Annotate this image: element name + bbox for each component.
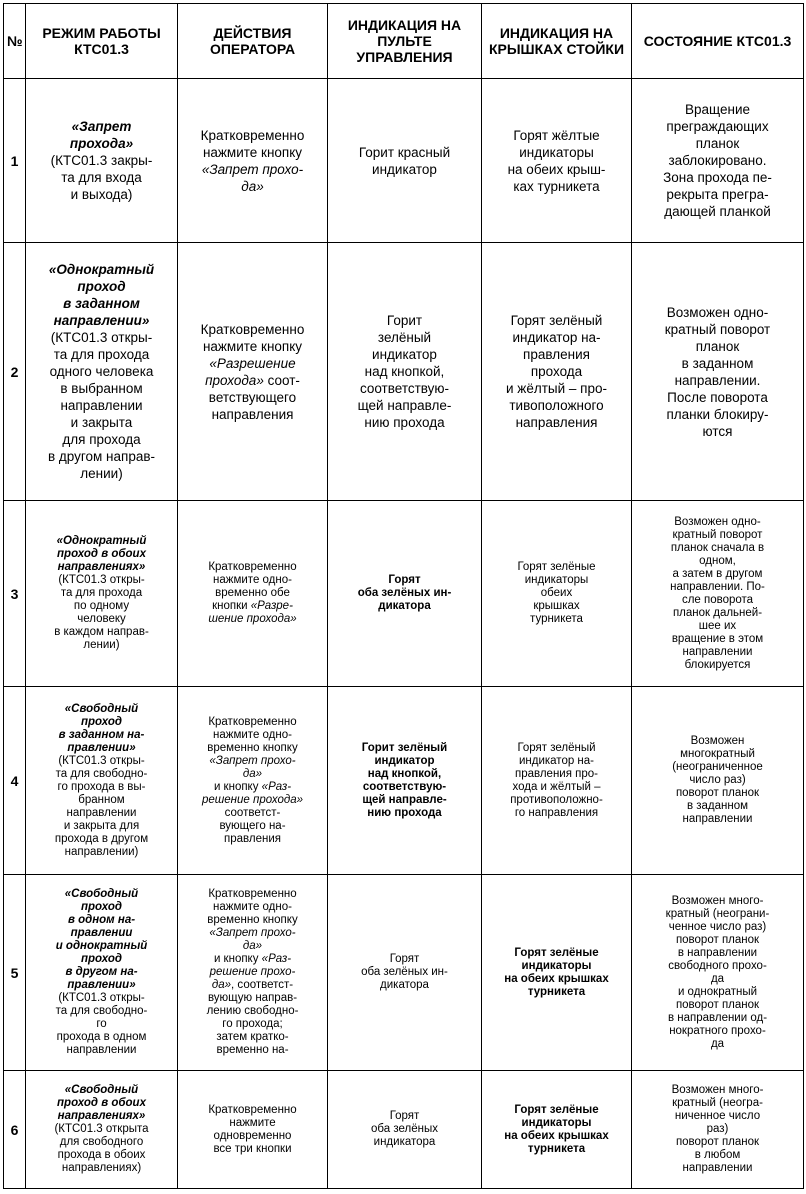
cell-mode — [26, 501, 178, 687]
cell-line: кнопки «Разре- — [212, 600, 293, 612]
cell-line: Горит — [386, 313, 423, 328]
cell-line: индикаторы — [519, 144, 594, 160]
cell-line: на обеих крышках — [504, 972, 609, 985]
cell-line: правлении — [70, 927, 133, 939]
cell-line: в заданном — [63, 296, 140, 311]
cell-line: на обеих крышках — [504, 1129, 609, 1142]
cell-line: та для входа — [61, 170, 142, 185]
cell-line: обеих — [540, 587, 573, 599]
cell-line: оба зелёных ин- — [357, 587, 452, 599]
cell-line: ках турникета — [513, 178, 600, 194]
cell-line: Возможен — [690, 735, 745, 747]
cell-line: Горят зелёные — [514, 1103, 599, 1116]
cell-state — [632, 243, 804, 501]
cell-line: Горят зелёный — [510, 313, 603, 328]
cell-actions — [178, 875, 328, 1071]
cell-line: Горят зелёные — [517, 561, 596, 573]
cell-line: прохода» — [69, 136, 134, 151]
cell-line: та для прохода — [60, 587, 143, 599]
cell-line: проход — [80, 715, 123, 728]
cell-line: Возможен одно- — [674, 515, 761, 528]
table-row — [4, 875, 804, 1071]
cell-line: правления — [523, 347, 590, 362]
cell-line: дикатора — [380, 979, 429, 991]
cell-line: и выхода) — [70, 187, 133, 202]
cell-line: лении) — [83, 639, 120, 651]
cell-line: а затем в другом — [672, 567, 763, 580]
cell-line: прохода» соот- — [205, 372, 300, 388]
cell-line: одновременно — [213, 1129, 292, 1142]
cell-line: поворот планок — [675, 933, 760, 946]
header-covers: ИНДИКАЦИЯ НА КРЫШКАХ СТОЙКИ — [482, 4, 632, 79]
cell-line: затем кратко- — [216, 1031, 289, 1043]
cell-line: та для свободно- — [55, 767, 148, 780]
cell-line: одного человека — [49, 364, 154, 379]
cell-line: «Однократный — [48, 262, 155, 277]
cell-line: поворот планок — [675, 1136, 760, 1148]
cell-line: «Запрет прохо- — [209, 927, 296, 939]
cell-line: Горит красный — [358, 144, 451, 160]
cell-line: тивоположного — [509, 398, 604, 413]
cell-line: нажмите кнопку — [202, 144, 303, 160]
cell-line: да» — [242, 767, 263, 780]
cell-line: турникета — [527, 1142, 586, 1155]
cell-mode — [26, 79, 178, 243]
cell-line: кратный поворот — [672, 528, 763, 541]
cell-line: заблокировано. — [668, 153, 767, 168]
cell-line: прохода в одном — [56, 1031, 147, 1043]
cell-line: направлениях) — [61, 1162, 142, 1174]
cell-line: Кратковременно — [200, 321, 305, 337]
cell-line: Горит зелёный — [361, 741, 448, 754]
cell-line: направлении — [60, 398, 143, 413]
cell-line: и жёлтый – про- — [506, 381, 607, 396]
cell-line: в заданном — [686, 800, 749, 812]
cell-line: Горят жёлтые — [513, 127, 600, 143]
cell-covers — [482, 79, 632, 243]
cell-line: прохода в обоих — [57, 1149, 146, 1161]
cell-line: на обеих крыш- — [507, 161, 606, 177]
cell-line: «Свободный — [64, 702, 139, 715]
table-row — [4, 1071, 804, 1189]
cell-line: (КТС01.3 откры- — [58, 992, 145, 1004]
cell-line: шение прохода» — [208, 613, 297, 625]
cell-panel — [328, 1071, 482, 1189]
cell-line: правления про- — [514, 767, 598, 780]
cell-line: Кратковременно — [208, 561, 297, 573]
cell-line: в другом на- — [65, 966, 138, 978]
cell-line: (КТС01.3 закры- — [50, 153, 153, 168]
cell-actions — [178, 1071, 328, 1189]
cell-line: да» — [242, 940, 263, 952]
row-number: 6 — [4, 1071, 26, 1189]
cell-panel — [328, 687, 482, 875]
cell-line: в выбранном — [60, 381, 143, 396]
cell-line: ченное число раз) — [668, 920, 767, 933]
cell-line: планки блокиру- — [666, 406, 769, 422]
cell-state — [632, 687, 804, 875]
cell-line: да» — [241, 178, 264, 194]
cell-line: да — [710, 1037, 725, 1050]
cell-line: для свободного — [59, 1136, 144, 1148]
cell-line: временно обе — [215, 587, 290, 599]
cell-line: дающей планкой — [664, 204, 771, 219]
cell-line: Горят — [389, 953, 420, 965]
cell-line: правлении» — [67, 979, 136, 991]
cell-line: Кратковременно — [208, 1103, 297, 1116]
cell-line: Вращение — [685, 102, 750, 117]
cell-line: индикаторы — [521, 959, 592, 972]
cell-line: направлении» — [53, 313, 150, 328]
cell-line: го прохода в вы- — [57, 780, 146, 793]
cell-line: решение прохо- — [209, 966, 296, 978]
cell-line: многократный — [680, 748, 755, 760]
cell-line: направлении. — [674, 372, 761, 388]
cell-panel — [328, 501, 482, 687]
cell-line: нажмите кнопку — [202, 338, 303, 354]
cell-line: нию прохода — [364, 415, 445, 430]
cell-line: в другом направ- — [47, 449, 156, 464]
cell-line: по одному — [73, 600, 130, 612]
cell-line: раз) — [706, 1123, 729, 1135]
cell-mode — [26, 243, 178, 501]
cell-line: нажмите одно- — [213, 901, 292, 913]
cell-line: направления — [515, 415, 598, 430]
cell-line: хода и жёлтый – — [512, 780, 601, 793]
cell-line: Кратковременно — [208, 715, 297, 728]
cell-line: индикатор на- — [512, 330, 601, 345]
cell-line: направлении. По- — [670, 580, 765, 593]
cell-line: и закрыта для — [63, 819, 140, 832]
cell-line: направлении — [682, 813, 753, 825]
cell-actions — [178, 79, 328, 243]
cell-mode — [26, 1071, 178, 1189]
cell-line: преграждающих — [666, 119, 769, 134]
cell-line: направлениях» — [57, 1110, 146, 1122]
cell-line: Возможен много- — [671, 1084, 764, 1096]
cell-line: и закрыта — [70, 415, 133, 430]
cell-line: бранном — [78, 793, 125, 806]
cell-line: та для прохода — [53, 347, 150, 362]
cell-line: «Свободный — [64, 1084, 139, 1096]
cell-line: (неограниченное — [672, 761, 763, 773]
cell-line: прохода — [530, 364, 583, 379]
cell-line: в любом — [694, 1149, 741, 1161]
cell-line: в одном на- — [67, 914, 136, 926]
cell-line: направлении — [682, 1162, 753, 1174]
cell-line: прохода в другом — [54, 832, 149, 845]
table-row — [4, 79, 804, 243]
cell-line: турникета — [530, 613, 583, 625]
cell-line: го — [96, 1018, 107, 1030]
cell-line: все три кнопки — [213, 1142, 292, 1155]
cell-line: направления — [211, 406, 294, 422]
cell-line: «Запрет прохо- — [209, 754, 296, 767]
cell-line: и однократный — [55, 940, 148, 952]
cell-line: направлении) — [64, 845, 139, 858]
cell-line: кратный (неограни- — [665, 907, 770, 920]
row-number: 2 — [4, 243, 26, 501]
cell-line: проход в обоих — [57, 1097, 146, 1109]
cell-line: Возможен одно- — [666, 304, 769, 320]
cell-line: и кнопку «Раз- — [213, 953, 292, 965]
cell-line: правлении» — [67, 741, 136, 754]
cell-line: противоположно- — [510, 793, 603, 806]
cell-line: шее их — [698, 619, 737, 632]
cell-line: поворот планок — [675, 998, 760, 1011]
cell-line: Кратковременно — [208, 888, 297, 900]
cell-line: направлении — [682, 645, 753, 658]
cell-state — [632, 501, 804, 687]
cell-line: го направления — [514, 806, 599, 819]
cell-line: планок сначала в — [670, 541, 765, 554]
cell-line: соответст- — [224, 806, 281, 819]
cell-covers — [482, 1071, 632, 1189]
cell-line: «Запрет — [71, 119, 132, 134]
cell-line: в направлении од- — [667, 1011, 768, 1024]
cell-line: соответствую- — [359, 381, 450, 396]
cell-line: индикаторы — [521, 1116, 592, 1129]
cell-state — [632, 1071, 804, 1189]
cell-line: вующую направ- — [207, 992, 298, 1004]
cell-line: индикатор — [374, 754, 435, 767]
cell-line: оба зелёных ин- — [361, 966, 448, 978]
table-row — [4, 243, 804, 501]
row-number: 3 — [4, 501, 26, 687]
cell-line: кратный поворот — [664, 321, 771, 337]
cell-line: индикатор — [372, 161, 437, 177]
cell-line: блокируется — [684, 658, 751, 671]
cell-line: сле поворота — [681, 593, 754, 606]
cell-line: одном, — [699, 554, 736, 567]
cell-line: ветствующего — [208, 389, 297, 405]
cell-line: вращение в этом — [671, 632, 764, 645]
table-row — [4, 687, 804, 875]
cell-line: проход в обоих — [57, 548, 146, 560]
cell-actions — [178, 243, 328, 501]
cell-covers — [482, 501, 632, 687]
table-row — [4, 501, 804, 687]
cell-line: та для свободно- — [55, 1005, 148, 1017]
cell-line: да — [710, 972, 725, 985]
operating-modes-table — [3, 3, 804, 1189]
cell-mode — [26, 687, 178, 875]
cell-line: проход — [77, 279, 126, 294]
row-number: 4 — [4, 687, 26, 875]
cell-line: Возможен много- — [671, 894, 764, 907]
cell-line: и кнопку «Раз- — [213, 780, 292, 793]
header-row — [4, 4, 804, 79]
cell-panel — [328, 875, 482, 1071]
cell-mode — [26, 875, 178, 1071]
cell-line: вующего на- — [219, 819, 286, 832]
cell-line: «Однократный — [56, 535, 147, 547]
cell-line: (КТС01.3 откры- — [50, 330, 153, 345]
cell-line: соответствую- — [362, 780, 447, 793]
cell-state — [632, 875, 804, 1071]
cell-line: проход — [80, 953, 123, 965]
header-mode: РЕЖИМ РАБОТЫ КТС01.3 — [26, 4, 178, 79]
cell-line: решение прохода» — [201, 793, 304, 806]
cell-line: индикаторы — [524, 574, 589, 586]
cell-line: временно на- — [216, 1044, 289, 1056]
cell-line: число раз) — [689, 774, 746, 786]
header-panel: ИНДИКАЦИЯ НА ПУЛЬТЕ УПРАВЛЕНИЯ — [328, 4, 482, 79]
cell-line: «Свободный — [64, 888, 139, 900]
cell-line: (КТС01.3 откры- — [58, 754, 145, 767]
cell-line: го прохода; — [222, 1018, 283, 1030]
cell-actions — [178, 687, 328, 875]
cell-line: лении) — [80, 466, 123, 481]
cell-panel — [328, 243, 482, 501]
cell-line: (КТС01.3 открыта — [54, 1123, 149, 1135]
cell-line: нию прохода — [367, 806, 442, 819]
cell-line: Горят — [389, 1110, 420, 1122]
cell-line: направлениях» — [57, 561, 146, 573]
cell-line: «Разрешение — [209, 355, 296, 371]
cell-line: свободного прохо- — [668, 959, 767, 972]
cell-line: оба зелёных — [371, 1123, 438, 1135]
cell-line: направлении — [66, 806, 137, 819]
cell-line: Горят зелёные — [514, 946, 599, 959]
cell-line: проход — [80, 901, 123, 913]
cell-line: и однократный — [677, 985, 758, 998]
header-state: СОСТОЯНИЕ КТС01.3 — [632, 4, 804, 79]
cell-line: нажмите — [229, 1116, 276, 1129]
cell-line: щей направле- — [357, 398, 452, 413]
cell-line: временно кнопку — [207, 741, 298, 754]
cell-line: планок — [695, 338, 740, 354]
row-number: 1 — [4, 79, 26, 243]
cell-covers — [482, 687, 632, 875]
cell-line: зелёный — [377, 330, 432, 345]
cell-line: (КТС01.3 откры- — [58, 574, 145, 586]
cell-line: планок дальней- — [672, 606, 763, 619]
cell-line: в заданном — [681, 355, 754, 371]
cell-line: человеку — [77, 613, 126, 625]
cell-line: ются — [702, 423, 733, 439]
row-number: 5 — [4, 875, 26, 1071]
cell-line: кратный (неогра- — [672, 1097, 763, 1109]
cell-line: над кнопкой, — [367, 767, 442, 780]
cell-line: «Запрет прохо- — [201, 161, 304, 177]
cell-line: Кратковременно — [200, 127, 305, 143]
cell-line: над кнопкой, — [364, 364, 445, 379]
cell-line: планок — [695, 136, 740, 151]
cell-line: индикатор на- — [518, 754, 595, 767]
cell-line: рекрыта прегра- — [666, 187, 769, 202]
cell-line: щей направле- — [362, 793, 447, 806]
cell-line: После поворота — [667, 389, 768, 405]
cell-line: нажмите одно- — [213, 728, 292, 741]
cell-line: да», соответст- — [211, 979, 294, 991]
cell-line: для прохода — [62, 432, 141, 447]
cell-line: в заданном на- — [58, 728, 145, 741]
cell-line: индикатора — [373, 1136, 436, 1148]
cell-state — [632, 79, 804, 243]
header-num: № — [4, 4, 26, 79]
cell-line: временно кнопку — [207, 914, 298, 926]
cell-line: лению свободно- — [206, 1005, 299, 1017]
cell-line: дикатора — [378, 600, 431, 612]
cell-line: в направлении — [677, 946, 758, 959]
cell-line: ниченное число — [674, 1110, 761, 1122]
cell-panel — [328, 79, 482, 243]
cell-line: направлении — [66, 1044, 137, 1056]
cell-line: турникета — [527, 985, 586, 998]
cell-line: Горят зелёный — [517, 741, 596, 754]
cell-line: нажмите одно- — [213, 574, 292, 586]
cell-line: поворот планок — [675, 787, 760, 799]
header-actions: ДЕЙСТВИЯ ОПЕРАТОРА — [178, 4, 328, 79]
cell-line: в каждом направ- — [54, 626, 149, 638]
cell-line: Зона прохода пе- — [663, 170, 772, 185]
cell-covers — [482, 243, 632, 501]
cell-line: индикатор — [372, 347, 437, 362]
cell-covers — [482, 875, 632, 1071]
cell-line: крышках — [533, 600, 580, 612]
cell-line: Горят — [388, 574, 421, 586]
cell-actions — [178, 501, 328, 687]
cell-line: нократного прохо- — [669, 1024, 766, 1037]
cell-line: правления — [224, 832, 281, 845]
